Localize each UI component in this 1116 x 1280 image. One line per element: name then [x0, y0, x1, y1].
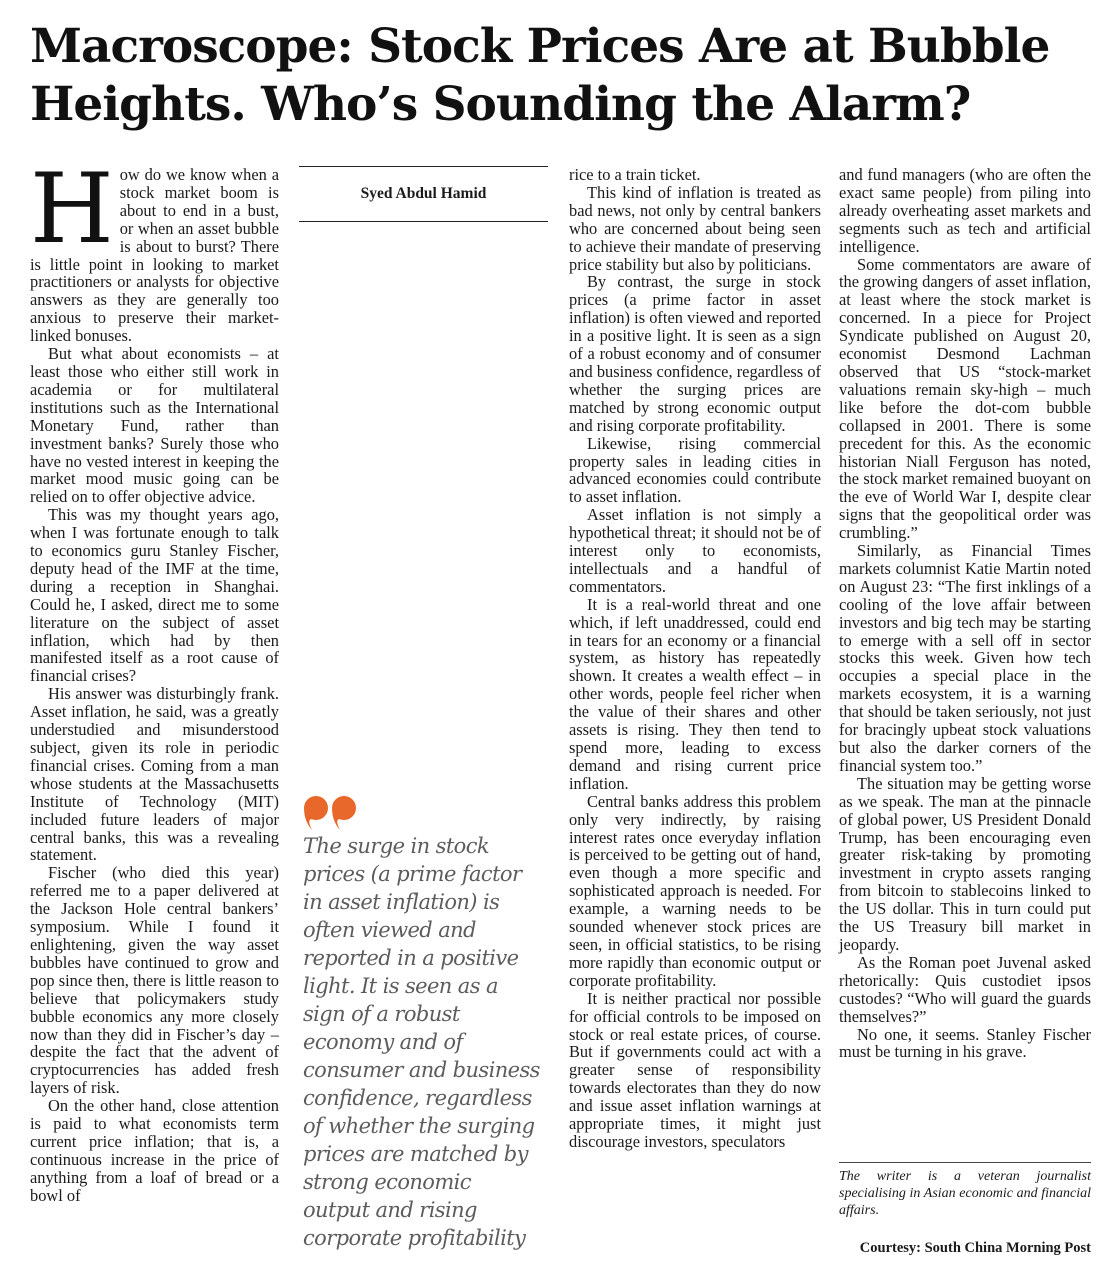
paragraph: Likewise, rising commercial property sales in leading cities in advanced economies could contribute to asset inflation.	[569, 433, 821, 507]
paragraph: His answer was disturbingly frank. Asset inflation, he said, was a greatly understudied and misunderstood subject, given its role in periodic financial crises. Coming from a man whose students at the Massachusetts Institute of Technology (MIT) included future leaders of major central banks, this was a revealing statement.	[30, 684, 279, 865]
paragraph: Asset inflation is not simply a hypothetical threat; it should not be of interest only to economists, intellectuals and a handful of commentators.	[569, 505, 821, 596]
paragraph: Central banks address this problem only very indirectly, by raising interest rates once everyday inflation is perceived to be getting out of hand, even though a more specific and sophisticated approach is needed. For example, a warning needs to be sounded whenever stock prices are seen, in official statistics, to be rising more rapidly than economic output or corporate profitability.	[569, 791, 821, 990]
drop-cap: H	[30, 153, 114, 265]
paragraph: On the other hand, close attention is paid to what economists term current price inflation; that is, a continuous increase in the price of anything from a loaf of bread or a bowl of	[30, 1096, 279, 1205]
paragraph: Some commentators are aware of the growing dangers of asset inflation, at least where the stock market is concerned. In a piece for Project Syndicate published on August 20, economist Desmond Lachman observed that US “stock-market valuations remain sky-high – much like before the dot-com bubble collapsed in 2001. There is some precedent for this. As the economic historian Niall Ferguson has noted, the stock market remained buoyant on the eve of World War I, despite clear signs that the geopolitical order was crumbling.”	[839, 254, 1091, 543]
paragraph: This kind of inflation is treated as bad news, not only by central bankers who are concerned about being seen to achieve their mandate of preserving price stability but also by politicians.	[569, 182, 821, 274]
paragraph: This was my thought years ago, when I was fortunate enough to talk to economics guru Stanley Fischer, deputy head of the IMF at the time, during a reception in Shanghai. Could he, I asked, direct me to some literature on the subject of asset inflation, which had by then manifested itself as a root cause of financial crises?	[30, 505, 279, 686]
paragraph: Similarly, as Financial Times markets columnist Katie Martin noted on August 23: “The first inklings of a cooling of the love affair between investors and big tech may be starting to emerge with a sell off in sector stocks this week. Given how tech occupies a special place in the markets ecosystem, it is a warning that should be taken seriously, not just for bracingly upbeat stock valuations but also the darker corners of the financial system too.”	[839, 541, 1091, 775]
paragraph: and fund managers (who are often the exact same people) from piling into already overheating asset markets and segments such as tech and artificial intelligence.	[839, 165, 1091, 256]
writer-note: The writer is a veteran journalist specialising in Asian economic and financial affairs.	[839, 1169, 1091, 1218]
pull-quote: The surge in stock prices (a prime factor in asset inflation) is often viewed and reported in a positive light. It is seen as a sign of a robust economy and of consumer and business confidence, regardless of whether the surging prices are matched by strong economic output and rising corporate profitability	[303, 834, 540, 1250]
paragraph: The situation may be getting worse as we speak. The man at the pinnacle of global power, US President Donald Trump, has been encouraging even greater risk-taking by promoting investment in crypto assets ranging from bitcoin to stablecoins linked to the US dollar. This in turn could put the US Treasury bill market in jeopardy.	[839, 773, 1091, 954]
paragraph: Fischer (who died this year) referred me to a paper delivered at the Jackson Hole central bankers’ symposium. While I found it enlightening, given the way asset bubbles have continued to grow and pop since then, there is little reason to believe that policymakers study bubble economics any more closely now than they did in Fischer’s day – despite the fact that the advent of cryptocurrencies has added fresh layers of risk.	[30, 863, 279, 1098]
paragraph: By contrast, the surge in stock prices (a prime factor in asset inflation) is often viewed and reported in a positive light. It is seen as a sign of a robust economy and of consumer and business confidence, regardless of whether the surging prices are matched by strong economic output and rising corporate profitability.	[569, 272, 821, 435]
article-column-1	[30, 153, 279, 1205]
writer-note-divider	[839, 1162, 1091, 1163]
paragraph: But what about economists – at least those who either still work in academia or for multilateral institutions such as the International Monetary Fund, rather than investment banks? Surely those who have no vested interest in keeping the market mood music going can be relied on to offer objective advice.	[30, 344, 279, 507]
byline: Syed Abdul Hamid	[360, 185, 487, 202]
headline: Macroscope: Stock Prices Are at Bubble Heights. Who’s Sounding the Alarm?	[30, 19, 1050, 132]
article-column-4	[839, 166, 1091, 1061]
courtesy-credit: Courtesy: South China Morning Post	[859, 1240, 1091, 1256]
article-column-3	[569, 166, 821, 1151]
byline-box	[299, 166, 548, 222]
paragraph: rice to a train ticket.	[569, 165, 701, 184]
paragraph: ow do we know when a stock market boom is about to end in a bust, or when an asset bubble is about to burst? There is little point in looking to market practitioners or analysts for objective answers as they are generally too anxious to preserve their market-linked bonuses.	[30, 165, 279, 346]
paragraph: As the Roman poet Juvenal asked rhetorically: Quis custodiet ipsos custodes? “Who will guard the guards themselves?”	[839, 952, 1091, 1026]
paragraph: No one, it seems. Stanley Fischer must be turning in his grave.	[839, 1024, 1091, 1062]
paragraph: It is a real-world threat and one which, if left unaddressed, could end in tears for an economy or a financial system, as history has repeatedly shown. It creates a wealth effect – in other words, people feel richer when the value of their shares and other assets is rising. They then tend to spend more, leading to excess demand and rising current price inflation.	[569, 594, 821, 793]
quote-mark-icon	[303, 796, 359, 832]
paragraph: It is neither practical nor possible for official controls to be imposed on stock or real estate prices, of course. But if governments could act with a greater sense of responsibility towards electorates than they do now and issue asset inflation warnings at appropriate times, it might just discourage investors, speculators	[569, 988, 821, 1151]
